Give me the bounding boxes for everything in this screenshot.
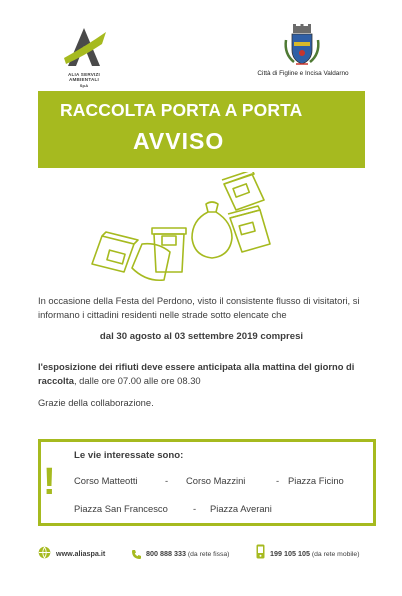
banner-title: RACCOLTA PORTA A PORTA <box>60 100 303 120</box>
phone-fixed-note: (da rete fissa) <box>187 551 230 558</box>
waste-bins-illustration <box>88 172 288 288</box>
exclamation-icon: ! <box>43 461 56 503</box>
dates-line: dal 30 agosto al 03 settembre 2019 compresi <box>99 331 304 342</box>
alia-logo-line3: SpA <box>79 82 89 88</box>
mobile-phone-icon <box>256 544 265 559</box>
banner-subtitle: AVVISO <box>133 128 225 154</box>
notice-paragraph <box>38 360 368 388</box>
website-text: www.aliaspa.it <box>56 549 106 558</box>
alia-logo-icon <box>56 26 112 72</box>
phone-icon <box>131 547 142 558</box>
street-item: Corso Mazzini <box>186 475 246 486</box>
website-link[interactable] <box>56 549 105 558</box>
phone-fixed[interactable] <box>146 549 229 558</box>
alia-logo <box>56 26 112 98</box>
street-separator: - <box>193 503 197 514</box>
alia-logo-line1: ALIA SERVIZI <box>67 72 100 77</box>
notice-bold-text: l'esposizione dei rifiuti deve essere anticipata alla mattina del giorno di raccolta <box>38 361 355 386</box>
phone-mobile-number: 199 105 105 <box>270 549 310 558</box>
phone-mobile[interactable] <box>270 549 359 558</box>
thanks-text: Grazie della collaborazione. <box>38 397 154 408</box>
street-separator: - <box>165 475 169 486</box>
phone-mobile-note: (da rete mobile) <box>311 551 360 558</box>
streets-title: Le vie interessate sono: <box>74 450 184 461</box>
notice-time-text: , dalle ore 07.00 alle ore 08.30 <box>73 375 201 386</box>
intro-paragraph: In occasione della Festa del Perdono, visto il consistente flusso di visitatori, si informano i cittadini residenti nelle strade sotto elencate che <box>38 295 360 320</box>
street-item: Piazza Ficino <box>288 475 344 486</box>
street-item: Piazza Averani <box>210 503 272 514</box>
globe-icon <box>38 546 51 559</box>
comune-crest-icon <box>280 24 324 68</box>
street-item: Corso Matteotti <box>74 475 138 486</box>
comune-name: Città di Figline e Incisa Valdarno <box>257 70 349 77</box>
street-item: Piazza San Francesco <box>74 503 168 514</box>
phone-fixed-number: 800 888 333 <box>146 549 186 558</box>
street-separator: - <box>276 475 280 486</box>
alia-logo-line2: AMBIENTALI <box>69 77 99 83</box>
alia-logo-text <box>56 72 112 88</box>
